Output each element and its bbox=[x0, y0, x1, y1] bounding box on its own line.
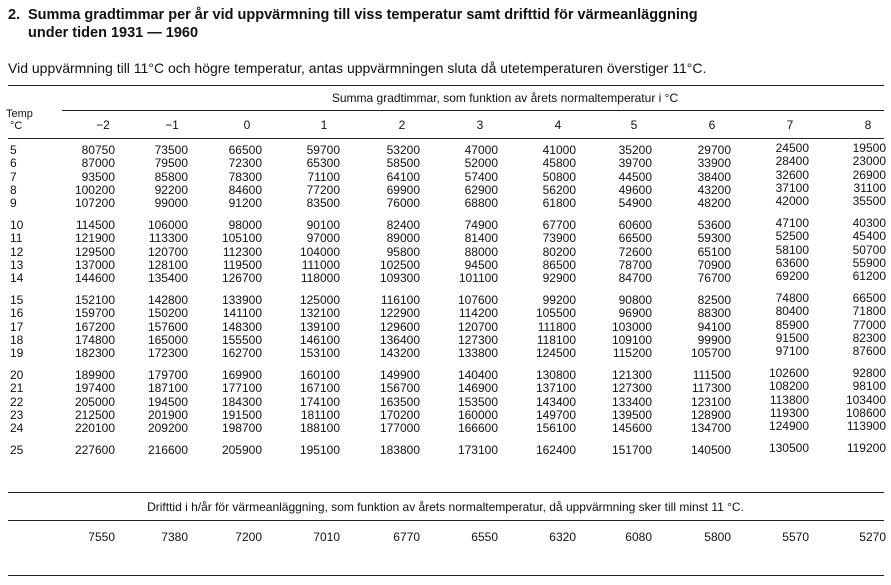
table-cell: 128900 bbox=[690, 407, 731, 422]
table-cell: 107600 bbox=[457, 293, 498, 307]
table-cell: 167100 bbox=[299, 381, 340, 396]
table-cell: 105700 bbox=[690, 346, 731, 361]
table-cell: 60600 bbox=[618, 218, 652, 232]
table-cell: 45800 bbox=[542, 156, 576, 171]
temp-header bbox=[6, 108, 33, 132]
table-cell: 129600 bbox=[379, 319, 420, 334]
table-cell: 152100 bbox=[74, 293, 115, 307]
table-cell: 149900 bbox=[379, 368, 420, 382]
operating-hours-value: 6080 bbox=[625, 530, 652, 544]
row-temperature: 22 bbox=[10, 394, 24, 409]
table-cell: 179700 bbox=[147, 368, 188, 382]
table-cell: 24500 bbox=[775, 141, 809, 155]
table-cell: 162700 bbox=[221, 346, 262, 361]
table-cell: 55900 bbox=[852, 255, 886, 270]
table-cell: 149700 bbox=[535, 407, 576, 422]
table-cell: 172300 bbox=[147, 346, 188, 361]
table-cell: 87000 bbox=[81, 156, 115, 171]
row-temperature: 11 bbox=[10, 231, 23, 246]
column-header: 2 bbox=[398, 118, 406, 132]
table-cell: 140500 bbox=[690, 443, 731, 457]
table-cell: 103400 bbox=[845, 392, 886, 407]
table-cell: 56200 bbox=[542, 182, 576, 197]
table-cell: 89000 bbox=[386, 231, 420, 246]
table-cell: 139500 bbox=[611, 407, 652, 422]
table-cell: 191500 bbox=[221, 407, 262, 422]
table-cell: 66500 bbox=[228, 143, 262, 157]
column-header: 6 bbox=[708, 118, 716, 132]
table-cell: 80400 bbox=[775, 304, 809, 319]
table-cell: 125000 bbox=[299, 293, 340, 307]
table-cell: 174800 bbox=[74, 332, 115, 347]
table-cell: 133800 bbox=[457, 346, 498, 361]
table-cell: 66500 bbox=[852, 291, 886, 305]
table-cell: 201900 bbox=[147, 407, 188, 422]
table-cell: 124900 bbox=[768, 419, 809, 434]
table-cell: 90100 bbox=[306, 218, 340, 232]
table-cell: 134700 bbox=[690, 421, 731, 436]
table-cell: 92900 bbox=[542, 271, 576, 286]
table-cell: 194500 bbox=[147, 394, 188, 409]
table-cell: 38400 bbox=[697, 169, 731, 184]
row-temperature: 25 bbox=[10, 443, 24, 457]
table-cell: 74900 bbox=[464, 218, 498, 232]
column-header: 0 bbox=[243, 118, 251, 132]
table-cell: 156100 bbox=[535, 421, 576, 436]
table-cell: 59700 bbox=[306, 143, 340, 157]
column-header: −2 bbox=[96, 118, 110, 132]
table-cell: 165000 bbox=[147, 332, 188, 347]
table-cell: 48200 bbox=[697, 196, 731, 211]
table-cell: 135400 bbox=[147, 271, 188, 286]
row-temperature: 20 bbox=[10, 368, 24, 382]
row-temperature: 8 bbox=[10, 182, 17, 197]
operating-hours-value: 6320 bbox=[549, 530, 576, 544]
table-cell: 82300 bbox=[852, 330, 886, 345]
table-cell: 98100 bbox=[852, 379, 886, 394]
table-cell: 58500 bbox=[386, 156, 420, 171]
operating-hours-value: 5570 bbox=[782, 530, 809, 544]
table-cell: 72300 bbox=[228, 156, 262, 171]
table-cell: 23000 bbox=[852, 154, 886, 169]
table-cell: 126700 bbox=[221, 271, 262, 286]
table-cell: 44500 bbox=[618, 169, 652, 184]
table-cell: 99000 bbox=[154, 196, 188, 211]
table-cell: 61200 bbox=[852, 269, 886, 284]
table-cell: 82500 bbox=[697, 293, 731, 307]
operating-hours-value: 7010 bbox=[313, 530, 340, 544]
span-header: Summa gradtimmar, som funktion av årets normaltemperatur i °C bbox=[331, 91, 679, 105]
table-cell: 155500 bbox=[221, 332, 262, 347]
table-cell: 53600 bbox=[697, 218, 731, 232]
table-cell: 69900 bbox=[386, 182, 420, 197]
table-cell: 120700 bbox=[457, 319, 498, 334]
row-temperature: 14 bbox=[10, 271, 24, 286]
row-temperature: 10 bbox=[10, 218, 24, 232]
table-cell: 37100 bbox=[775, 180, 809, 195]
table-cell: 108200 bbox=[768, 379, 809, 394]
table-cell: 140400 bbox=[457, 368, 498, 382]
table-cell: 160000 bbox=[457, 407, 498, 422]
table-cell: 79500 bbox=[154, 156, 188, 171]
table-cell: 184300 bbox=[221, 394, 262, 409]
table-cell: 177100 bbox=[221, 381, 262, 396]
table-cell: 108600 bbox=[845, 405, 886, 420]
table-cell: 127300 bbox=[457, 332, 498, 347]
table-cell: 80200 bbox=[542, 244, 576, 259]
table-cell: 173100 bbox=[457, 443, 498, 457]
table-cell: 35500 bbox=[852, 194, 886, 209]
section-number: 2. bbox=[8, 7, 21, 23]
table-cell: 76000 bbox=[386, 196, 420, 211]
table-cell: 117300 bbox=[691, 381, 731, 396]
title-line-2: under tiden 1931 — 1960 bbox=[28, 25, 199, 41]
table-cell: 94100 bbox=[697, 319, 731, 334]
table-cell: 166600 bbox=[457, 421, 498, 436]
operating-hours-value: 7550 bbox=[88, 530, 115, 544]
operating-hours-value: 6550 bbox=[471, 530, 498, 544]
table-cell: 111500 bbox=[692, 368, 731, 382]
table-cell: 139100 bbox=[299, 319, 340, 334]
table-cell: 150200 bbox=[147, 306, 188, 321]
table-cell: 105100 bbox=[221, 231, 262, 246]
table-cell: 137100 bbox=[535, 381, 576, 396]
table-cell: 220100 bbox=[74, 421, 115, 436]
table-cell: 29700 bbox=[697, 143, 731, 157]
table-cell: 118000 bbox=[300, 271, 340, 286]
table-cell: 54900 bbox=[618, 196, 652, 211]
table-cell: 73500 bbox=[154, 143, 188, 157]
table-cell: 111800 bbox=[537, 319, 576, 334]
operating-hours-value: 5800 bbox=[704, 530, 731, 544]
row-temperature: 16 bbox=[10, 306, 24, 321]
table-cell: 153500 bbox=[457, 394, 498, 409]
table-cell: 77000 bbox=[852, 317, 886, 332]
footer-top-rule bbox=[8, 492, 884, 493]
row-temperature: 17 bbox=[10, 319, 24, 334]
table-cell: 102500 bbox=[379, 257, 420, 272]
table-cell: 130500 bbox=[768, 441, 809, 455]
table-cell: 31100 bbox=[853, 180, 886, 195]
table-cell: 90800 bbox=[618, 293, 652, 307]
table-cell: 124500 bbox=[535, 346, 576, 361]
title-line-1: Summa gradtimmar per år vid uppvärmning till viss temperatur samt drifttid för värmeanläggning bbox=[28, 7, 698, 23]
column-header: 7 bbox=[786, 118, 794, 132]
table-cell: 33900 bbox=[697, 156, 731, 171]
table-cell: 182300 bbox=[74, 346, 115, 361]
table-cell: 216600 bbox=[147, 443, 188, 457]
table-cell: 112300 bbox=[222, 244, 262, 259]
table-cell: 96900 bbox=[618, 306, 652, 321]
table-cell: 187100 bbox=[147, 381, 188, 396]
row-temperature: 21 bbox=[10, 381, 24, 396]
table-cell: 159700 bbox=[74, 306, 115, 321]
table-cell: 45400 bbox=[852, 229, 886, 244]
row-temperature: 19 bbox=[10, 346, 24, 361]
table-cell: 174100 bbox=[299, 394, 340, 409]
table-cell: 43200 bbox=[697, 182, 731, 197]
row-temperature: 12 bbox=[10, 244, 24, 259]
operating-hours-value: 7380 bbox=[161, 530, 188, 544]
table-cell: 76700 bbox=[697, 271, 731, 286]
row-temperature: 9 bbox=[10, 196, 17, 211]
table-cell: 119500 bbox=[222, 257, 262, 272]
table-cell: 63600 bbox=[775, 255, 809, 270]
table-cell: 137000 bbox=[74, 257, 115, 272]
table-cell: 121900 bbox=[74, 231, 115, 246]
table-cell: 111000 bbox=[301, 257, 340, 272]
table-cell: 35200 bbox=[618, 143, 652, 157]
table-cell: 114500 bbox=[75, 218, 115, 232]
table-cell: 101100 bbox=[458, 271, 498, 286]
table-cell: 74800 bbox=[775, 291, 809, 305]
subtitle: Vid uppvärmning till 11°C och högre temperatur, antas uppvärmningen sluta då utetemperaturen överstiger 11°C. bbox=[8, 60, 707, 76]
bottom-rule bbox=[8, 575, 884, 576]
table-cell: 92800 bbox=[852, 366, 886, 380]
table-cell: 93500 bbox=[81, 169, 115, 184]
table-cell: 99200 bbox=[542, 293, 576, 307]
footer-mid-rule bbox=[8, 520, 884, 521]
table-cell: 197400 bbox=[74, 381, 115, 396]
table-cell: 61800 bbox=[542, 196, 576, 211]
table-cell: 136400 bbox=[379, 332, 420, 347]
table-cell: 91200 bbox=[228, 196, 262, 211]
table-cell: 59300 bbox=[697, 231, 731, 246]
table-cell: 148300 bbox=[221, 319, 262, 334]
table-cell: 50800 bbox=[542, 169, 576, 184]
table-cell: 141100 bbox=[222, 306, 262, 321]
table-cell: 109100 bbox=[611, 332, 652, 347]
operating-hours-value: 5270 bbox=[859, 530, 886, 544]
table-cell: 88000 bbox=[464, 244, 498, 259]
table-cell: 95800 bbox=[386, 244, 420, 259]
table-cell: 71100 bbox=[307, 169, 340, 184]
temp-header-label: Temp bbox=[6, 108, 33, 120]
table-cell: 205900 bbox=[221, 443, 262, 457]
row-temperature: 15 bbox=[10, 293, 24, 307]
table-cell: 70900 bbox=[697, 257, 731, 272]
table-cell: 85900 bbox=[775, 317, 809, 332]
table-cell: 19500 bbox=[852, 141, 886, 155]
row-temperature: 18 bbox=[10, 332, 24, 347]
table-cell: 100200 bbox=[74, 182, 115, 197]
table-cell: 42000 bbox=[775, 194, 809, 209]
top-rule bbox=[8, 85, 884, 86]
table-cell: 132100 bbox=[299, 306, 340, 321]
table-cell: 160100 bbox=[299, 368, 340, 382]
table-cell: 97000 bbox=[306, 231, 340, 246]
table-cell: 109300 bbox=[379, 271, 420, 286]
table-cell: 163500 bbox=[379, 394, 420, 409]
table-cell: 65300 bbox=[306, 156, 340, 171]
table-cell: 83500 bbox=[306, 196, 340, 211]
row-temperature: 5 bbox=[10, 143, 17, 157]
table-cell: 146900 bbox=[457, 381, 498, 396]
table-cell: 119300 bbox=[769, 405, 809, 420]
temp-header-unit: °C bbox=[10, 120, 23, 132]
table-cell: 66500 bbox=[618, 231, 652, 246]
table-cell: 145600 bbox=[611, 421, 652, 436]
table-cell: 62900 bbox=[464, 182, 498, 197]
table-cell: 142800 bbox=[147, 293, 188, 307]
table-cell: 205000 bbox=[74, 394, 115, 409]
table-cell: 81400 bbox=[464, 231, 498, 246]
operating-hours-value: 7200 bbox=[235, 530, 262, 544]
table-cell: 162400 bbox=[535, 443, 576, 457]
table-cell: 114200 bbox=[458, 306, 498, 321]
table-cell: 104000 bbox=[299, 244, 340, 259]
column-header: 3 bbox=[476, 118, 484, 132]
table-cell: 57400 bbox=[464, 169, 498, 184]
table-cell: 113300 bbox=[148, 231, 188, 246]
table-cell: 67700 bbox=[542, 218, 576, 232]
table-cell: 80750 bbox=[81, 143, 115, 157]
table-cell: 32600 bbox=[775, 167, 809, 182]
table-cell: 26900 bbox=[852, 167, 886, 182]
table-cell: 65100 bbox=[697, 244, 731, 259]
table-cell: 82400 bbox=[386, 218, 420, 232]
row-temperature: 7 bbox=[10, 169, 17, 184]
table-cell: 53200 bbox=[386, 143, 420, 157]
table-cell: 84700 bbox=[618, 271, 652, 286]
table-cell: 189900 bbox=[74, 368, 115, 382]
table-cell: 107200 bbox=[74, 196, 115, 211]
table-cell: 98000 bbox=[228, 218, 262, 232]
table-cell: 133400 bbox=[611, 394, 652, 409]
table-cell: 40300 bbox=[852, 216, 886, 230]
header-rule bbox=[8, 138, 884, 139]
table-cell: 169900 bbox=[221, 368, 262, 382]
table-cell: 78700 bbox=[618, 257, 652, 272]
table-cell: 167200 bbox=[74, 319, 115, 334]
table-cell: 143400 bbox=[535, 394, 576, 409]
table-cell: 52500 bbox=[775, 229, 809, 244]
table-cell: 118100 bbox=[536, 332, 576, 347]
table-cell: 77200 bbox=[306, 182, 340, 197]
table-cell: 119200 bbox=[846, 441, 886, 455]
footer-header: Drifttid i h/år för värmeanläggning, som funktion av årets normaltemperatur, då uppvärmning sker till minst 11 °C. bbox=[147, 500, 744, 514]
table-cell: 99900 bbox=[697, 332, 731, 347]
table-cell: 86500 bbox=[542, 257, 576, 272]
table-cell: 113900 bbox=[846, 419, 886, 434]
row-temperature: 23 bbox=[10, 407, 24, 422]
table-cell: 49600 bbox=[618, 182, 652, 197]
table-cell: 68800 bbox=[464, 196, 498, 211]
table-cell: 195100 bbox=[299, 443, 340, 457]
table-cell: 50700 bbox=[852, 242, 886, 257]
table-cell: 113800 bbox=[769, 392, 809, 407]
row-temperature: 24 bbox=[10, 421, 24, 436]
span-header-rule bbox=[62, 110, 884, 111]
table-cell: 130800 bbox=[535, 368, 576, 382]
column-header: 1 bbox=[320, 118, 328, 132]
table-cell: 78300 bbox=[228, 169, 262, 184]
table-cell: 121300 bbox=[611, 368, 652, 382]
table-cell: 198700 bbox=[221, 421, 262, 436]
table-cell: 106000 bbox=[147, 218, 188, 232]
table-cell: 144600 bbox=[74, 271, 115, 286]
table-cell: 105500 bbox=[535, 306, 576, 321]
row-temperature: 13 bbox=[10, 257, 24, 272]
table-cell: 116100 bbox=[380, 293, 420, 307]
table-cell: 143200 bbox=[379, 346, 420, 361]
table-cell: 52000 bbox=[464, 156, 498, 171]
table-cell: 128100 bbox=[147, 257, 188, 272]
table-cell: 88300 bbox=[697, 306, 731, 321]
table-cell: 58100 bbox=[775, 242, 809, 257]
table-cell: 69200 bbox=[775, 269, 809, 284]
table-cell: 153100 bbox=[299, 346, 340, 361]
table-cell: 127300 bbox=[611, 381, 652, 396]
table-cell: 181100 bbox=[300, 407, 340, 422]
table-cell: 227600 bbox=[74, 443, 115, 457]
table-cell: 170200 bbox=[379, 407, 420, 422]
table-cell: 212500 bbox=[74, 407, 115, 422]
table-cell: 47000 bbox=[464, 143, 498, 157]
operating-hours-value: 6770 bbox=[393, 530, 420, 544]
table-cell: 91500 bbox=[775, 330, 809, 345]
table-cell: 103000 bbox=[611, 319, 652, 334]
table-cell: 123100 bbox=[690, 394, 731, 409]
table-cell: 115200 bbox=[612, 346, 652, 361]
table-cell: 209200 bbox=[147, 421, 188, 436]
table-cell: 87600 bbox=[852, 344, 886, 359]
table-cell: 39700 bbox=[618, 156, 652, 171]
column-header: 5 bbox=[630, 118, 638, 132]
table-cell: 102600 bbox=[768, 366, 809, 380]
table-cell: 188100 bbox=[299, 421, 340, 436]
table-cell: 72600 bbox=[618, 244, 652, 259]
table-cell: 183800 bbox=[379, 443, 420, 457]
table-cell: 177000 bbox=[379, 421, 420, 436]
table-cell: 64100 bbox=[386, 169, 420, 184]
column-header: 8 bbox=[864, 118, 872, 132]
row-temperature: 6 bbox=[10, 156, 17, 171]
table-cell: 41000 bbox=[542, 143, 576, 157]
table-cell: 97100 bbox=[775, 344, 809, 359]
page-title bbox=[8, 6, 883, 42]
table-cell: 71800 bbox=[852, 304, 886, 319]
table-cell: 156700 bbox=[379, 381, 420, 396]
table-cell: 151700 bbox=[611, 443, 652, 457]
column-header: −1 bbox=[165, 118, 179, 132]
table-cell: 47100 bbox=[775, 216, 809, 230]
table-cell: 92200 bbox=[154, 182, 188, 197]
table-cell: 129500 bbox=[74, 244, 115, 259]
table-cell: 146100 bbox=[299, 332, 340, 347]
table-cell: 94500 bbox=[464, 257, 498, 272]
table-cell: 120700 bbox=[147, 244, 188, 259]
table-cell: 73900 bbox=[542, 231, 576, 246]
table-cell: 157600 bbox=[147, 319, 188, 334]
table-cell: 84600 bbox=[228, 182, 262, 197]
column-header: 4 bbox=[554, 118, 562, 132]
table-cell: 133900 bbox=[221, 293, 262, 307]
table-cell: 122900 bbox=[379, 306, 420, 321]
table-cell: 85800 bbox=[154, 169, 188, 184]
table-cell: 28400 bbox=[775, 154, 809, 169]
